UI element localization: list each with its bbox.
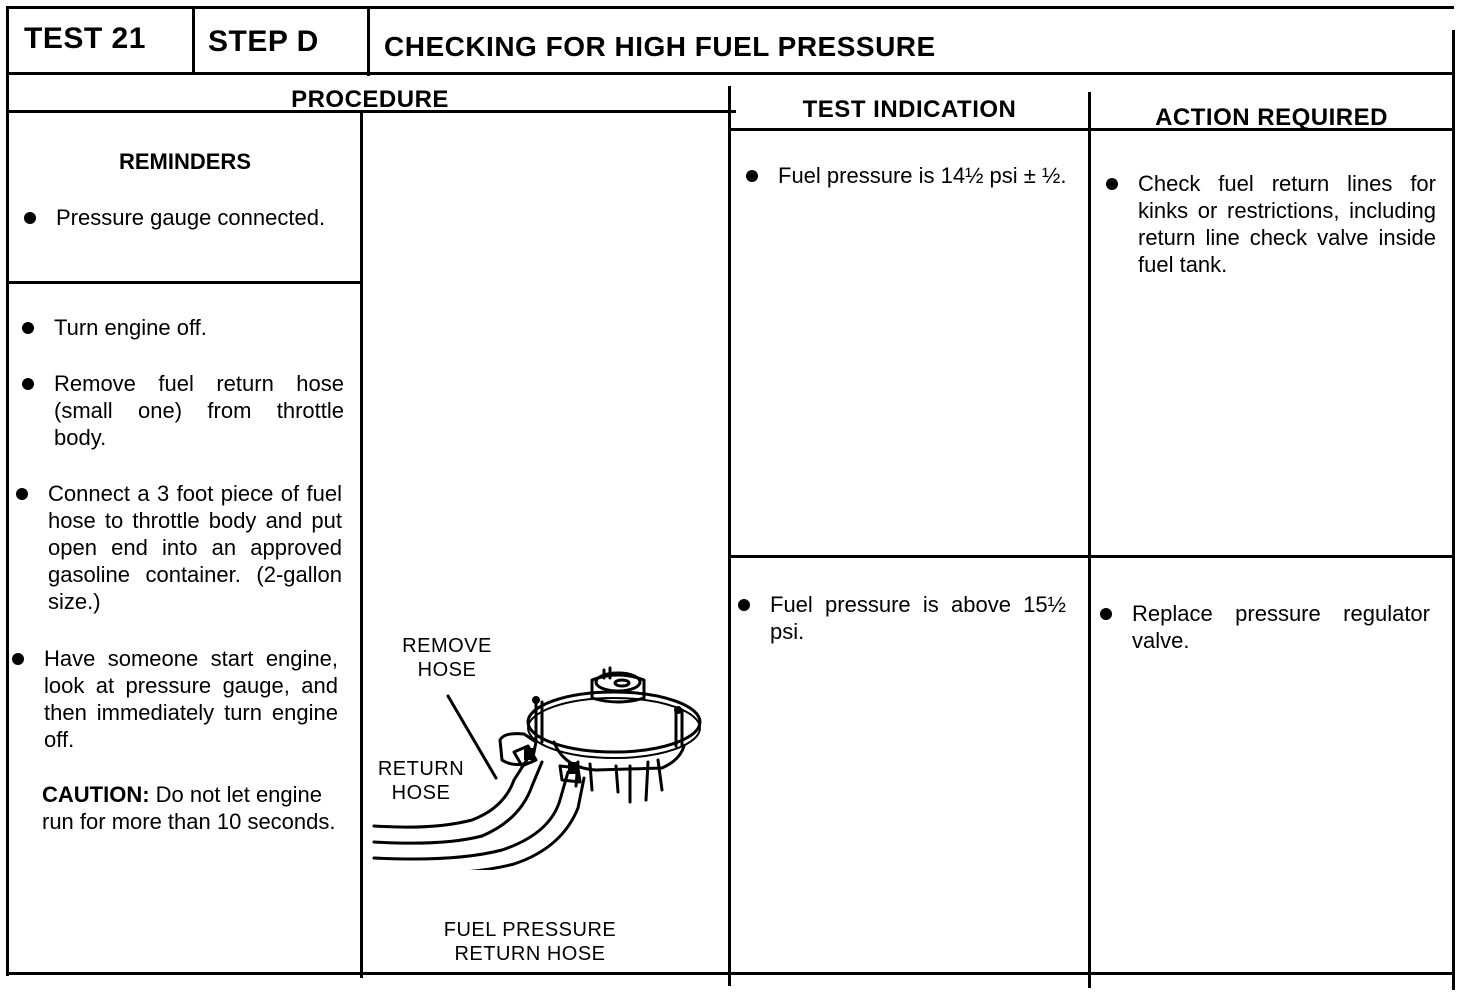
column-divider-action (1088, 92, 1091, 988)
reminder-item (24, 204, 344, 231)
caution-note (42, 781, 338, 835)
action-required-text: Check fuel return lines for kinks or restrictions, including return line check valve inside fuel tank. (1138, 171, 1436, 277)
bullet-icon (746, 170, 758, 182)
reminders-heading: REMINDERS (118, 149, 251, 174)
bullet-icon (1100, 608, 1112, 620)
bullet-icon (24, 212, 36, 224)
row-divider (728, 555, 1454, 558)
border-bottom (6, 972, 1454, 975)
bullet-icon (22, 322, 34, 334)
step-label: STEP D (208, 25, 319, 58)
test-number: TEST 21 (24, 22, 146, 55)
remove-hose-label-line-1: REMOVE (402, 635, 492, 657)
procedure-step (22, 314, 344, 341)
return-hose-label-line-1: RETURN (377, 758, 465, 780)
procedure-step (16, 480, 342, 615)
procedure-step-text: Remove fuel return hose (small one) from throttle body. (54, 371, 344, 450)
header-divider-2 (367, 6, 370, 76)
test-indication-column-header: TEST INDICATION (802, 96, 1017, 123)
procedure-inner-divider (360, 112, 363, 978)
procedure-step (12, 645, 338, 753)
bullet-icon (738, 599, 750, 611)
procedure-step-text: Connect a 3 foot piece of fuel hose to throttle body and put open end into an approved gasoline container. (2-gallon size.) (48, 481, 342, 614)
figure-caption (400, 918, 660, 966)
action-required-column-header: ACTION REQUIRED (1155, 104, 1388, 131)
procedure-column-header: PROCEDURE (291, 86, 449, 113)
caution-text: Do not let engine run for more than 10 seconds. (42, 782, 336, 834)
bullet-icon (22, 378, 34, 390)
procedure-step (22, 370, 344, 451)
remove-hose-label-line-2: HOSE (417, 659, 477, 681)
reminders-bottom-rule (6, 281, 362, 284)
bullet-icon (1106, 178, 1118, 190)
procedure-step-text: Have someone start engine, look at pressure gauge, and then immediately turn engine off. (44, 646, 338, 752)
figure-caption-line-2: RETURN HOSE (454, 943, 606, 965)
border-right (1452, 30, 1455, 990)
header-bottom-rule (6, 72, 1454, 75)
test-indication-row-1 (746, 162, 1072, 189)
figure-caption-line-1: FUEL PRESSURE (443, 919, 617, 941)
border-top (6, 6, 1454, 9)
header-divider-1 (192, 6, 195, 74)
page-title: CHECKING FOR HIGH FUEL PRESSURE (384, 31, 936, 62)
action-required-row-1 (1106, 170, 1436, 278)
test-indication-row-2 (738, 591, 1066, 645)
bullet-icon (16, 488, 28, 500)
throttle-body-illustration (364, 650, 726, 870)
test-indication-text: Fuel pressure is 14½ psi ± ½. (778, 163, 1067, 188)
border-left (6, 6, 9, 976)
procedure-step-text: Turn engine off. (54, 315, 207, 340)
action-required-text: Replace pressure regulator valve. (1132, 601, 1430, 653)
action-required-row-2 (1100, 600, 1430, 654)
bullet-icon (12, 653, 24, 665)
reminder-text: Pressure gauge connected. (56, 205, 326, 230)
return-hose-label-line-2: HOSE (391, 782, 451, 804)
test-indication-text: Fuel pressure is above 15½ psi. (770, 592, 1066, 644)
caution-label: CAUTION: (42, 782, 150, 807)
column-divider-procedure (728, 86, 731, 986)
